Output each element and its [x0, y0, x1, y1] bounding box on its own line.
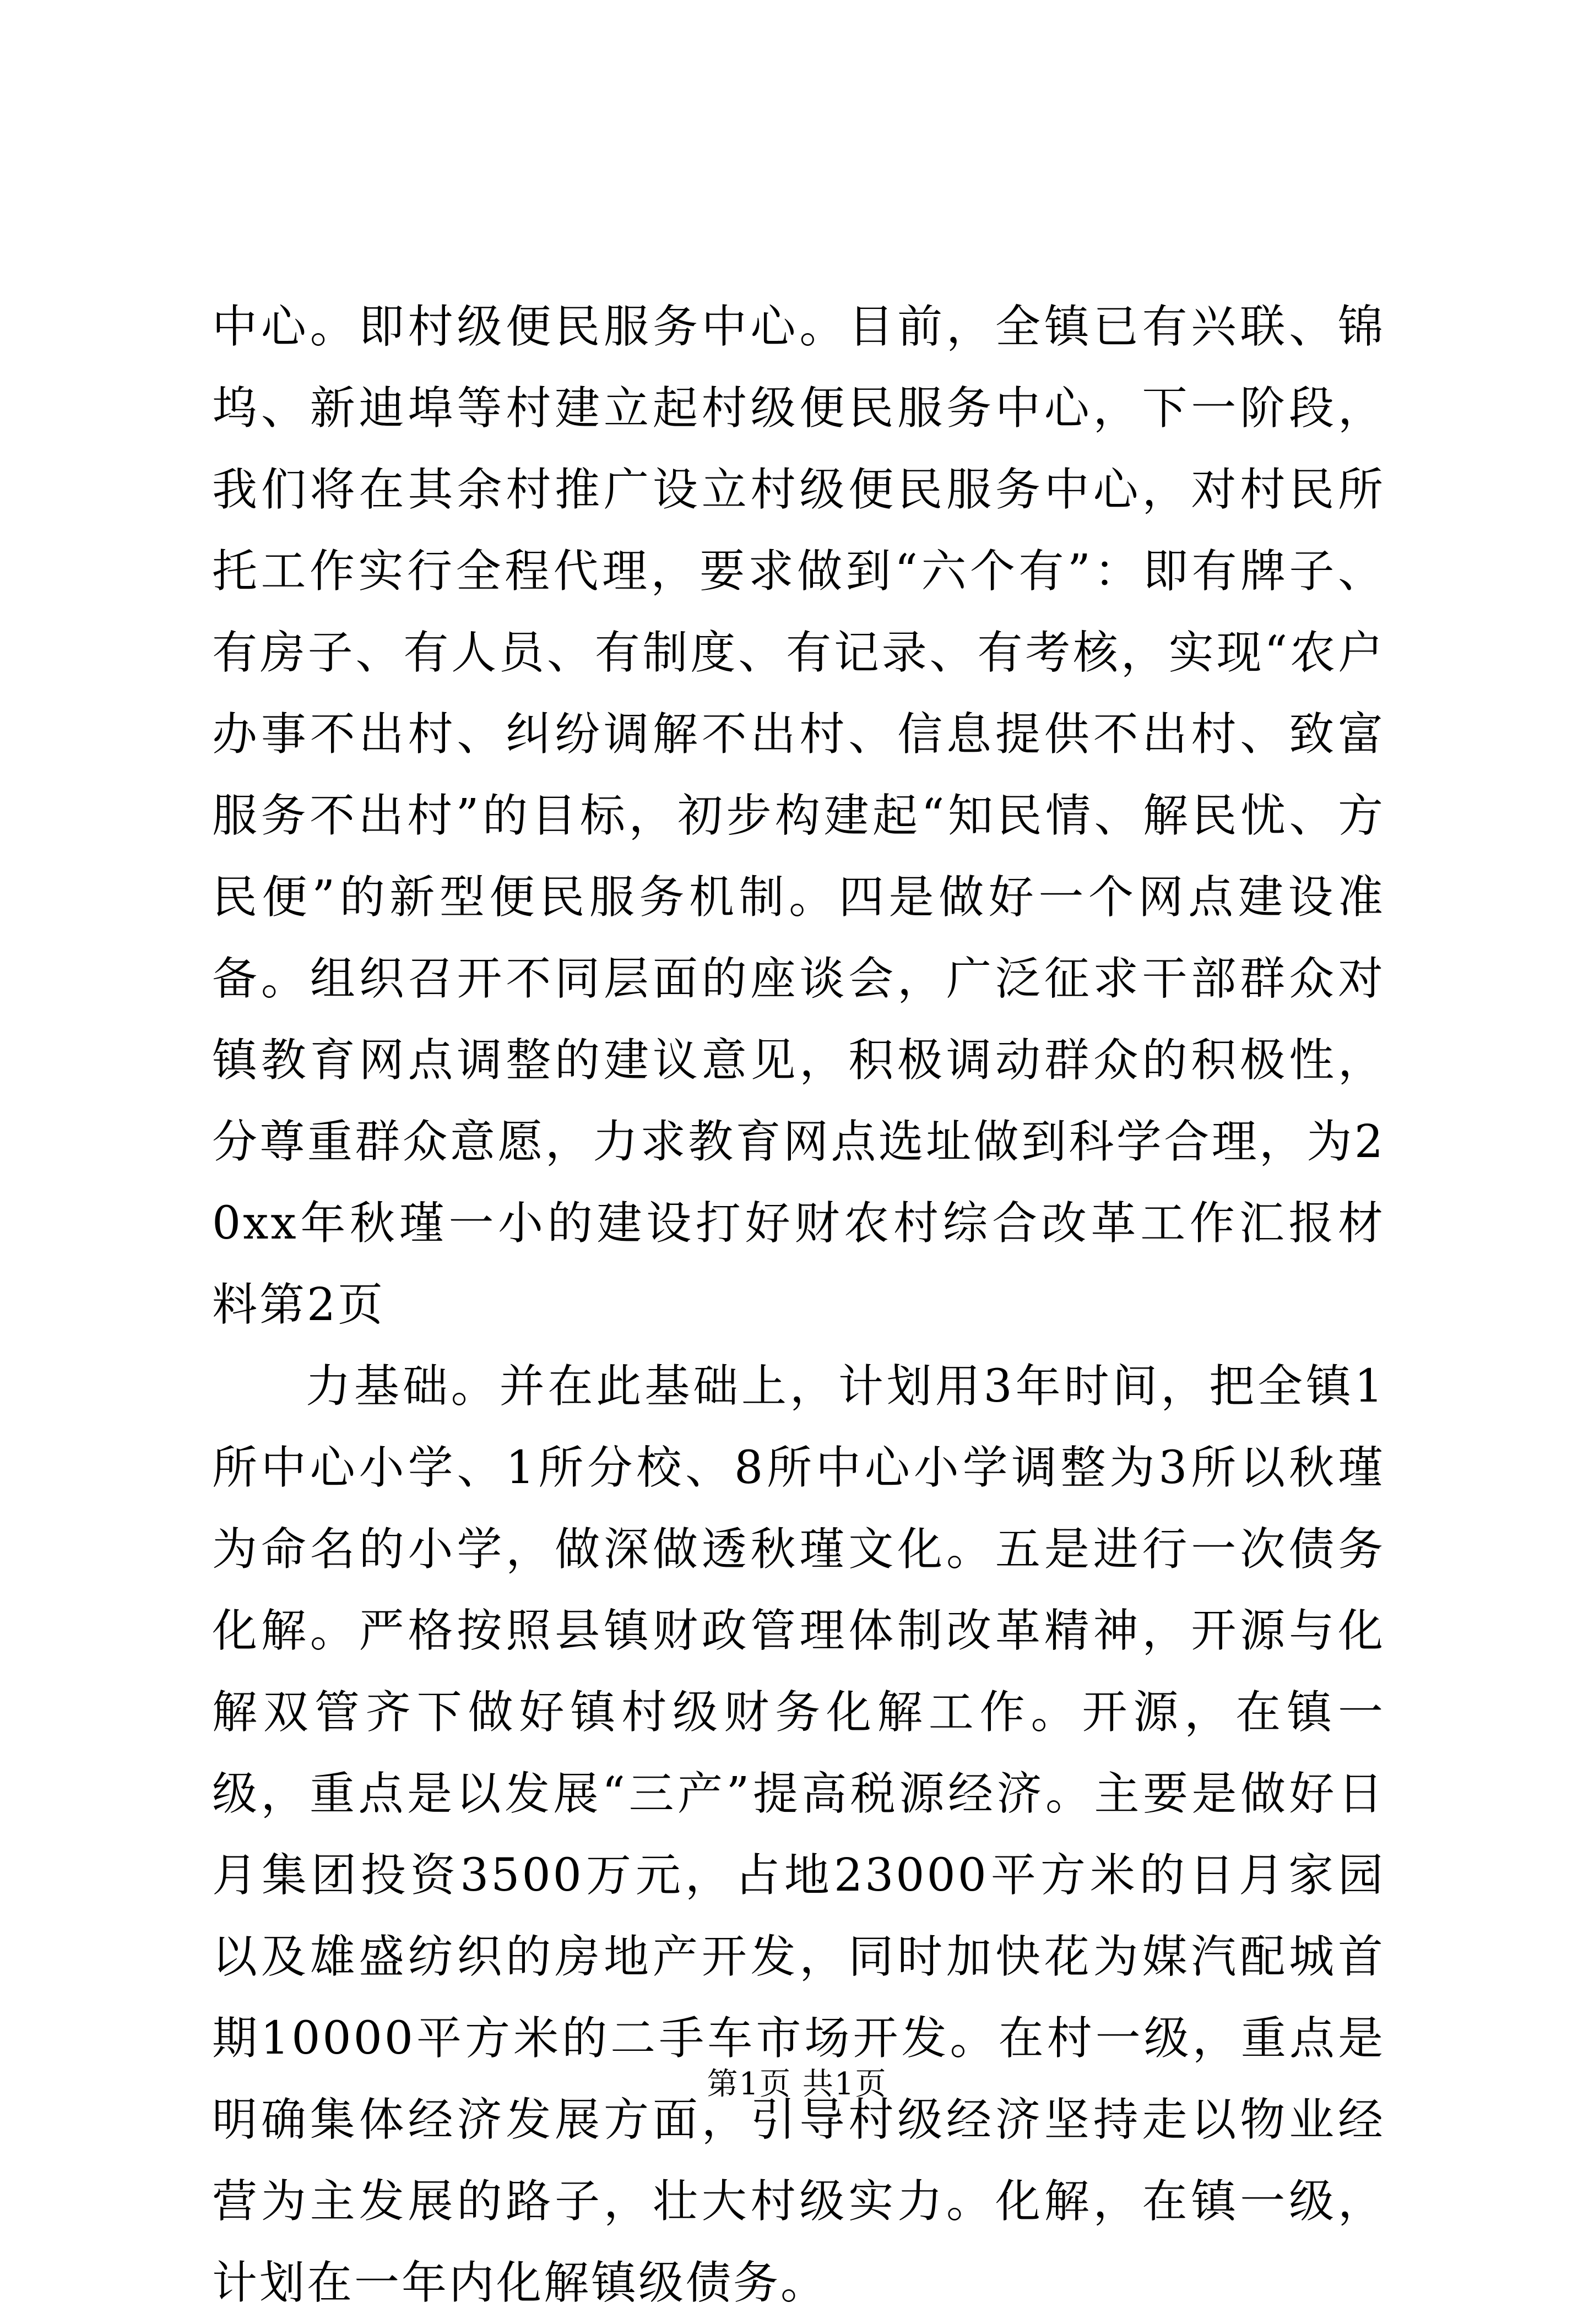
document-body	[212, 286, 1385, 2324]
paragraph-2: 力基础。并在此基础上，计划用3年时间，把全镇1所中心小学、1所分校、8所中心小学调整为3所以秋瑾为命名的小学，做深做透秋瑾文化。五是进行一次债务化解。严格按照县镇财政管理体制改革精神，开源与化解双管齐下做好镇村级财务化解工作。开源，在镇一级，重点是以发展“三产”提高税源经济。主要是做好日月集团投资3500万元，占地23000平方米的日月家园以及雄盛纺织的房地产开发，同时加快花为媒汽配城首期10000平方米的二手车市场开发。在村一级，重点是明确集体经济发展方面，引导村级经济坚持走以物业经营为主发展的路子，壮大村级实力。化解，在镇一级，计划在一年内化解镇级债务。	[212, 1360, 1385, 2309]
paragraph-1: 中心。即村级便民服务中心。目前，全镇已有兴联、锦坞、新迪埠等村建立起村级便民服务中心，下一阶段，我们将在其余村推广设立村级便民服务中心，对村民所托工作实行全程代理，要求做到“六个有”：即有牌子、有房子、有人员、有制度、有记录、有考核，实现“农户办事不出村、纠纷调解不出村、信息提供不出村、致富服务不出村”的目标，初步构建起“知民情、解民忧、方民便”的新型便民服务机制。四是做好一个网点建设准备。组织召开不同层面的座谈会，广泛征求干部群众对镇教育网点调整的建议意见，积极调动群众的积极性，分尊重群众意愿，力求教育网点选址做到科学合理，为20xx年秋瑾一小的建设打好财农村综合改革工作汇报材料第2页	[212, 301, 1385, 1331]
page-footer: 第1页 共1页	[707, 2066, 887, 2102]
